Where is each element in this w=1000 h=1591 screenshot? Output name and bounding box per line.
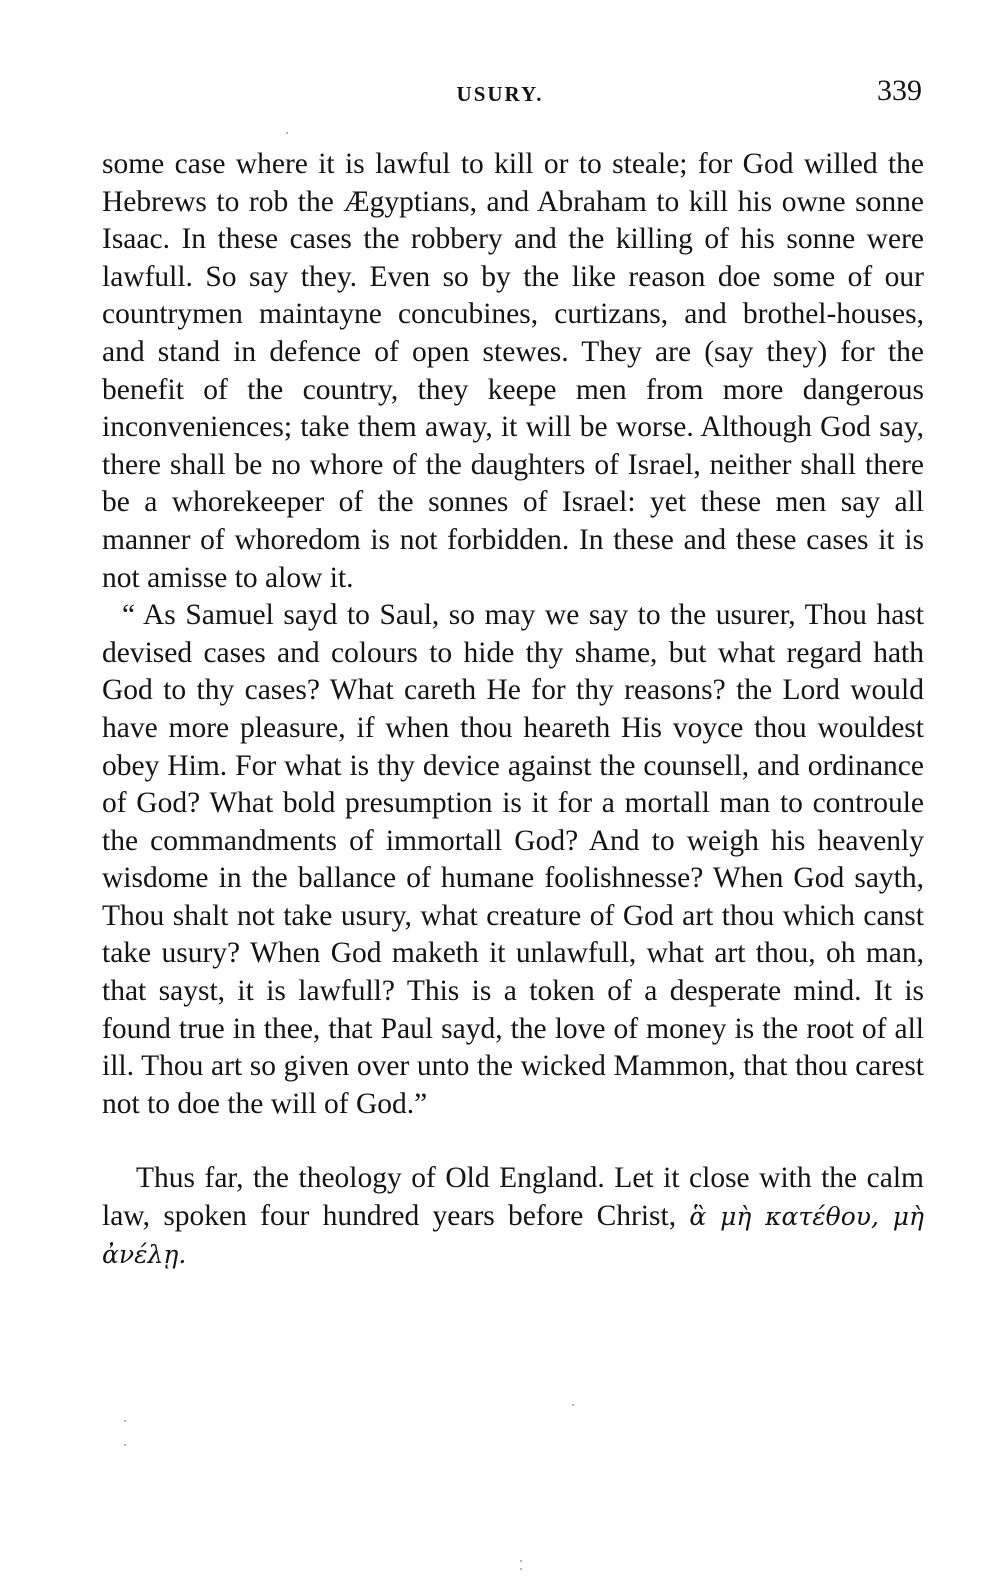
- scan-speck: [124, 1420, 126, 1422]
- scan-speck: [520, 1560, 522, 1562]
- page-number: 339: [877, 74, 922, 107]
- scan-speck: [286, 132, 288, 134]
- body-text: [102, 146, 924, 1273]
- running-title: USURY.: [456, 82, 544, 106]
- scan-speck: [520, 1568, 522, 1570]
- paragraph-3-text: Thus far, the theology of Old England. Let it close with the calm law, spoken four hundred years before Christ,: [102, 1162, 924, 1233]
- scan-speck: [124, 1444, 126, 1446]
- paragraph-3: [102, 1160, 924, 1273]
- paragraph-1: some case where it is lawful to kill or to steale; for God willed the Hebrews to rob the Ægyptians, and Abraham to kill his owne sonne Isaac. In these cases the robbery and the killing of his sonne were lawfull. So say they. Even so by the like reason doe some of our countrymen maintayne concubines, curtizans, and brothel-houses, and stand in defence of open stewes. They are (say they) for the benefit of the country, they keepe men from more dangerous inconveniences; take them away, it will be worse. Although God say, there shall be no whore of the daughters of Israel, neither shall there be a whorekeeper of the sonnes of Israel: yet these men say all manner of whoredom is not forbidden. In these and these cases it is not amisse to alow it.: [102, 148, 924, 594]
- greek-quotation: ἃ μὴ κατέθου, μὴ ἀνέλῃ.: [102, 1202, 924, 1269]
- paragraph-2-quotation: “ As Samuel sayd to Saul, so may we say to the usurer, Thou hast devised cases and colours to hide thy shame, but what regard hath God to thy cases? What careth He for thy reasons? the Lord would have more pleasure, if when thou heareth His voyce thou wouldest obey Him. For what is thy device against the counsell, and ordinance of God? What bold presumption is it for a mortall man to controule the commandments of immortall God? And to weigh his heavenly wisdome in the ballance of humane foolishnesse? When God sayth, Thou shalt not take usury, what creature of God art thou which canst take usury? When God maketh it unlawfull, what art thou, oh man, that sayst, it is lawfull? This is a token of a desperate mind. It is found true in thee, that Paul sayd, the love of money is the root of all ill. Thou art so given over unto the wicked Mammon, that thou carest not to doe the will of God.”: [102, 599, 924, 1120]
- scan-speck: [572, 1404, 574, 1406]
